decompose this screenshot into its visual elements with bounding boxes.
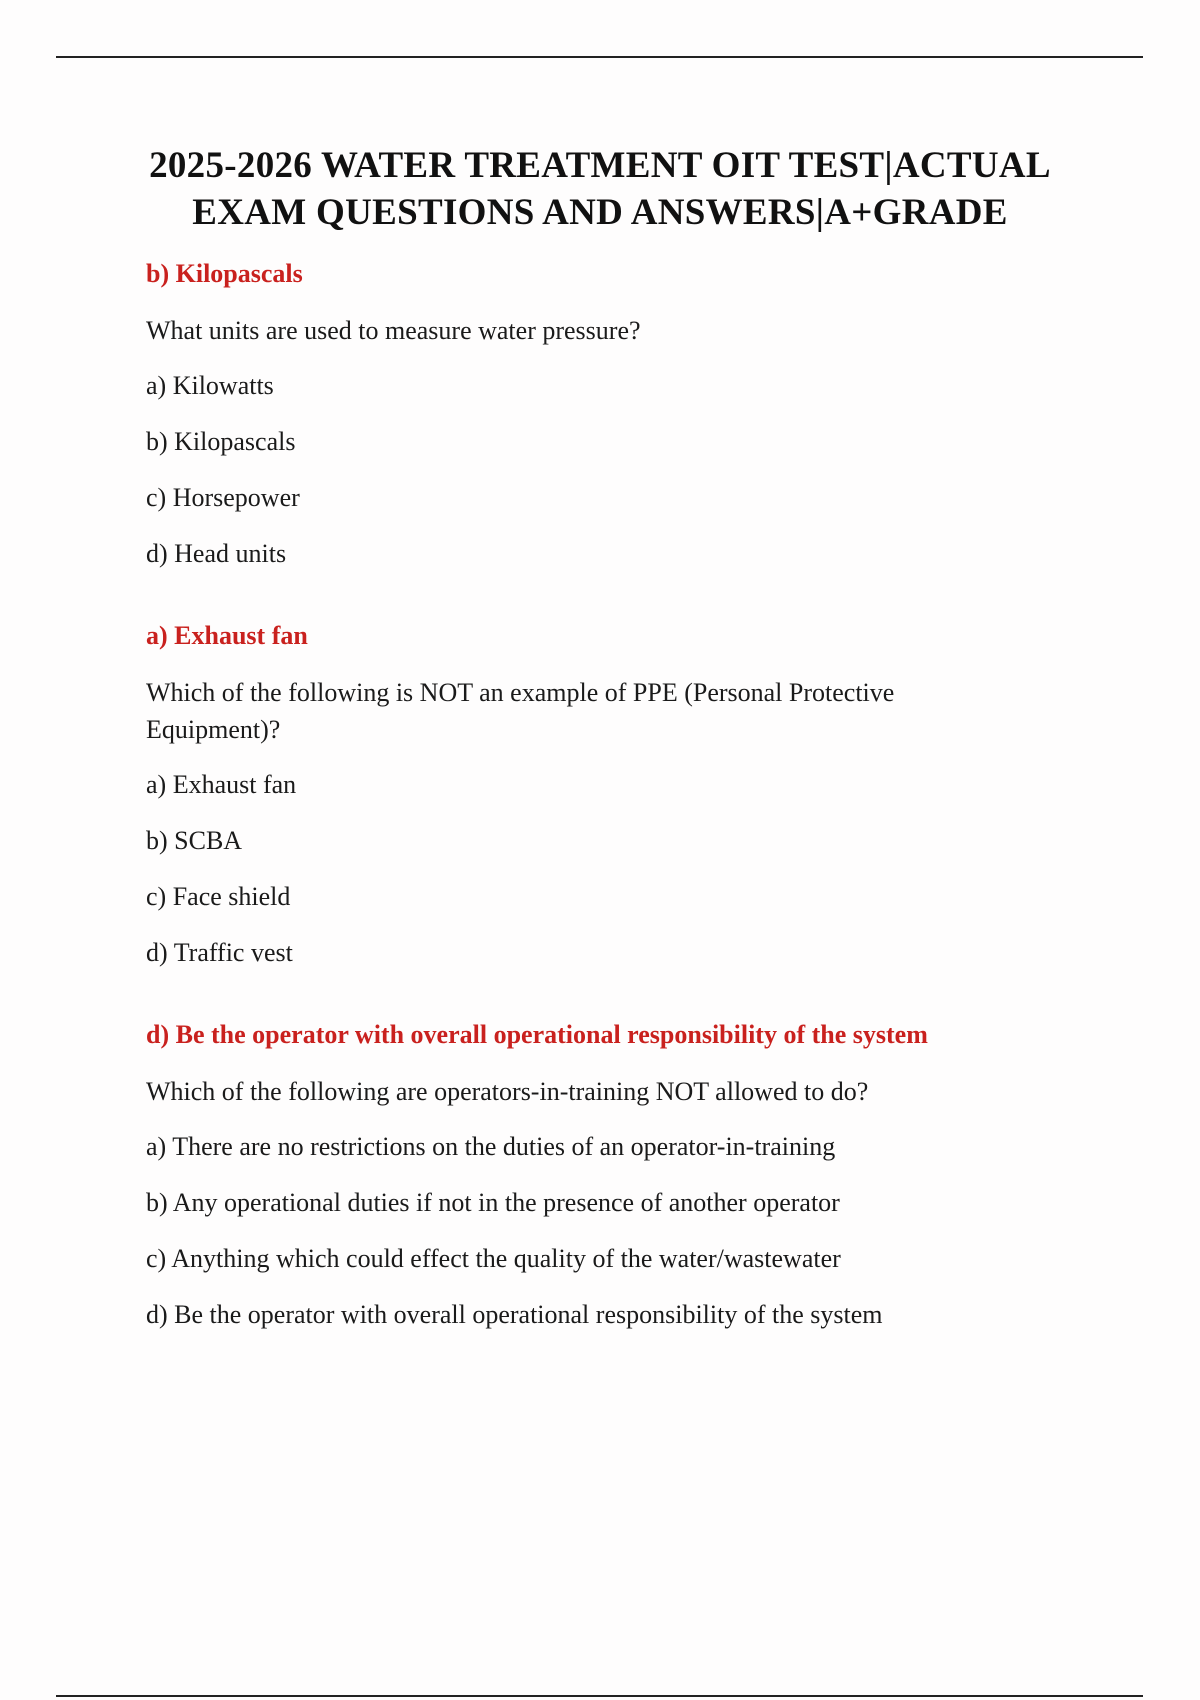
- title-line-2: EXAM QUESTIONS AND ANSWERS|A+GRADE: [192, 192, 1008, 233]
- document-title: [100, 142, 1100, 236]
- title-line-1: 2025-2026 WATER TREATMENT OIT TEST|ACTUAL: [149, 145, 1051, 186]
- option-c: c) Horsepower: [146, 483, 300, 512]
- option-a: a) Kilowatts: [146, 371, 274, 400]
- header-rule: [56, 56, 1143, 58]
- question-text: What units are used to measure water pressure?: [146, 316, 641, 345]
- option-d: d) Be the operator with overall operational responsibility of the system: [146, 1300, 883, 1329]
- question-list: [146, 256, 1106, 1353]
- option-a: a) There are no restrictions on the duties of an operator-in-training: [146, 1132, 836, 1161]
- question-block: [146, 618, 1106, 971]
- option-b: b) Any operational duties if not in the presence of another operator: [146, 1188, 840, 1217]
- option-a: a) Exhaust fan: [146, 770, 297, 799]
- option-c: c) Face shield: [146, 882, 291, 911]
- question-block: [146, 256, 1106, 572]
- footer-rule: [56, 1695, 1143, 1697]
- answer-key: b) Kilopascals: [146, 259, 303, 288]
- option-d: d) Head units: [146, 539, 287, 568]
- option-c: c) Anything which could effect the quality of the water/wastewater: [146, 1244, 841, 1273]
- option-d: d) Traffic vest: [146, 938, 293, 967]
- answer-key: a) Exhaust fan: [146, 621, 308, 650]
- option-b: b) Kilopascals: [146, 427, 296, 456]
- question-text: Which of the following are operators-in-training NOT allowed to do?: [146, 1077, 869, 1106]
- option-b: b) SCBA: [146, 826, 243, 855]
- question-block: [146, 1017, 1106, 1333]
- answer-key: d) Be the operator with overall operational responsibility of the system: [146, 1020, 928, 1049]
- question-text: Which of the following is NOT an example of PPE (Personal Protective Equipment)?: [146, 678, 895, 744]
